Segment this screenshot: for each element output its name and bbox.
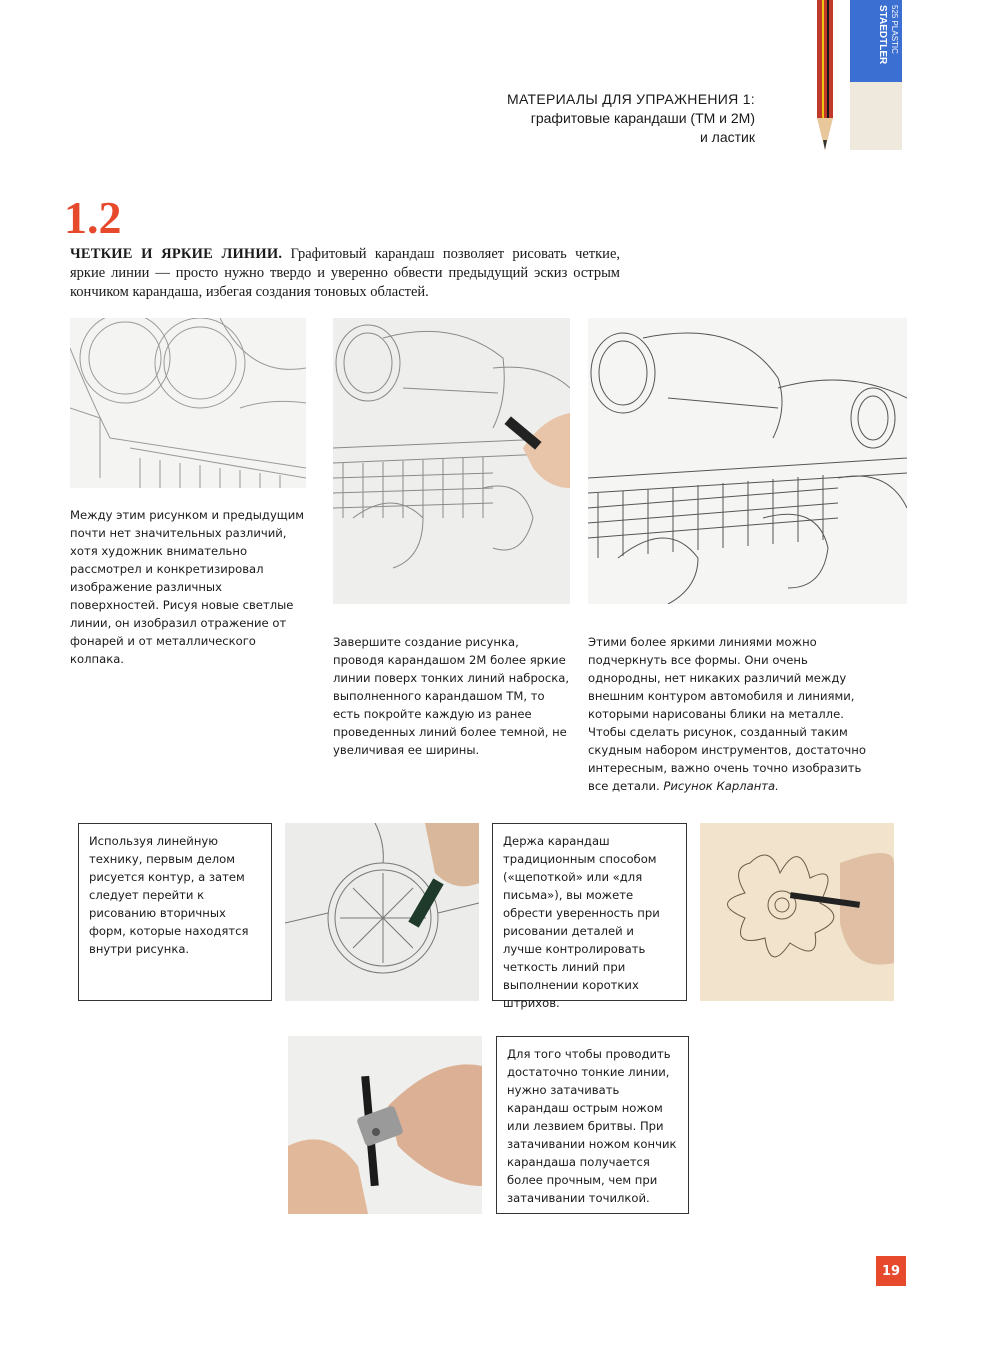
photo-finished-drawing <box>588 318 907 604</box>
section-number: 1.2 <box>64 192 122 243</box>
caption-1: Между этим рисунком и предыдущим почти нет значительных различий, хотя художник внимательно рассмотрел и конкретизировал изображение различных поверхностей. Рисуя новые светлые линии, он изобразил отражение от фонарей и от металлического колпака. <box>70 508 305 666</box>
materials-line-3: и ластик <box>699 129 755 145</box>
caption-3-text: Этими более яркими линиями можно подчеркнуть все формы. Они очень однородны, нет никаких различий между внешним контуром автомобиля и линиями, которыми нарисованы блики на металле. Чтобы сделать рисунок, созданный таким скудным набором инструментов, достаточно интересным, важно очень точно изобразить все детали. <box>588 635 866 793</box>
textbox-sharpening: Для того чтобы проводить достаточно тонкие линии, нужно затачивать карандаш острым ножом или лезвием бритвы. При затачивании ножом кончик карандаша получается более прочным, чем при затачивании точилкой. <box>496 1036 689 1214</box>
photo-sketch-detail <box>70 318 306 488</box>
photo-sharpening <box>288 1036 482 1214</box>
eraser-image <box>850 0 902 150</box>
caption-3 <box>588 633 878 795</box>
section-intro-text: Графитовый карандаш позволяет рисовать четкие, яркие линии — просто нужно твердо и уверенно обвести предыдущий эскиз острым кончиком карандаша, избегая создания тоновых областей. <box>70 246 621 300</box>
page-number: 19 <box>876 1256 906 1286</box>
photo-circle-drawing <box>285 823 479 1001</box>
pencil-image <box>813 0 837 155</box>
caption-3-credit: Рисунок Карланта. <box>663 779 779 793</box>
eraser-model: 525 PLASTIC <box>890 5 899 54</box>
textbox-line-technique: Используя линейную технику, первым делом рисуется контур, а затем следует перейти к рисованию вторичных форм, которые находятся внутри рисунка. <box>78 823 272 1001</box>
photo-flower-drawing <box>700 823 894 1001</box>
textbox-pencil-grip: Держа карандаш традиционным способом («щепоткой» или «для письма»), вы можете обрести уверенность при рисовании деталей и лучше контролировать четкость линий при выполнении коротких штрихов. <box>492 823 687 1001</box>
caption-2: Завершите создание рисунка, проводя карандашом 2М более яркие линии поверх тонких линий наброска, выполненного карандашом ТМ, то есть покройте каждую из ранее проведенных линий более темной, не увеличивая ее ширины. <box>333 635 570 757</box>
photo-hand-drawing <box>333 318 570 604</box>
section-intro <box>70 245 620 302</box>
materials-title: МАТЕРИАЛЫ ДЛЯ УПРАЖНЕНИЯ 1: <box>506 91 755 107</box>
materials-header <box>395 90 755 147</box>
materials-line-2: графитовые карандаши (ТМ и 2М) <box>530 110 755 126</box>
section-heading: ЧЕТКИЕ И ЯРКИЕ ЛИНИИ. <box>70 246 283 262</box>
eraser-brand: STAEDTLER <box>877 5 888 65</box>
